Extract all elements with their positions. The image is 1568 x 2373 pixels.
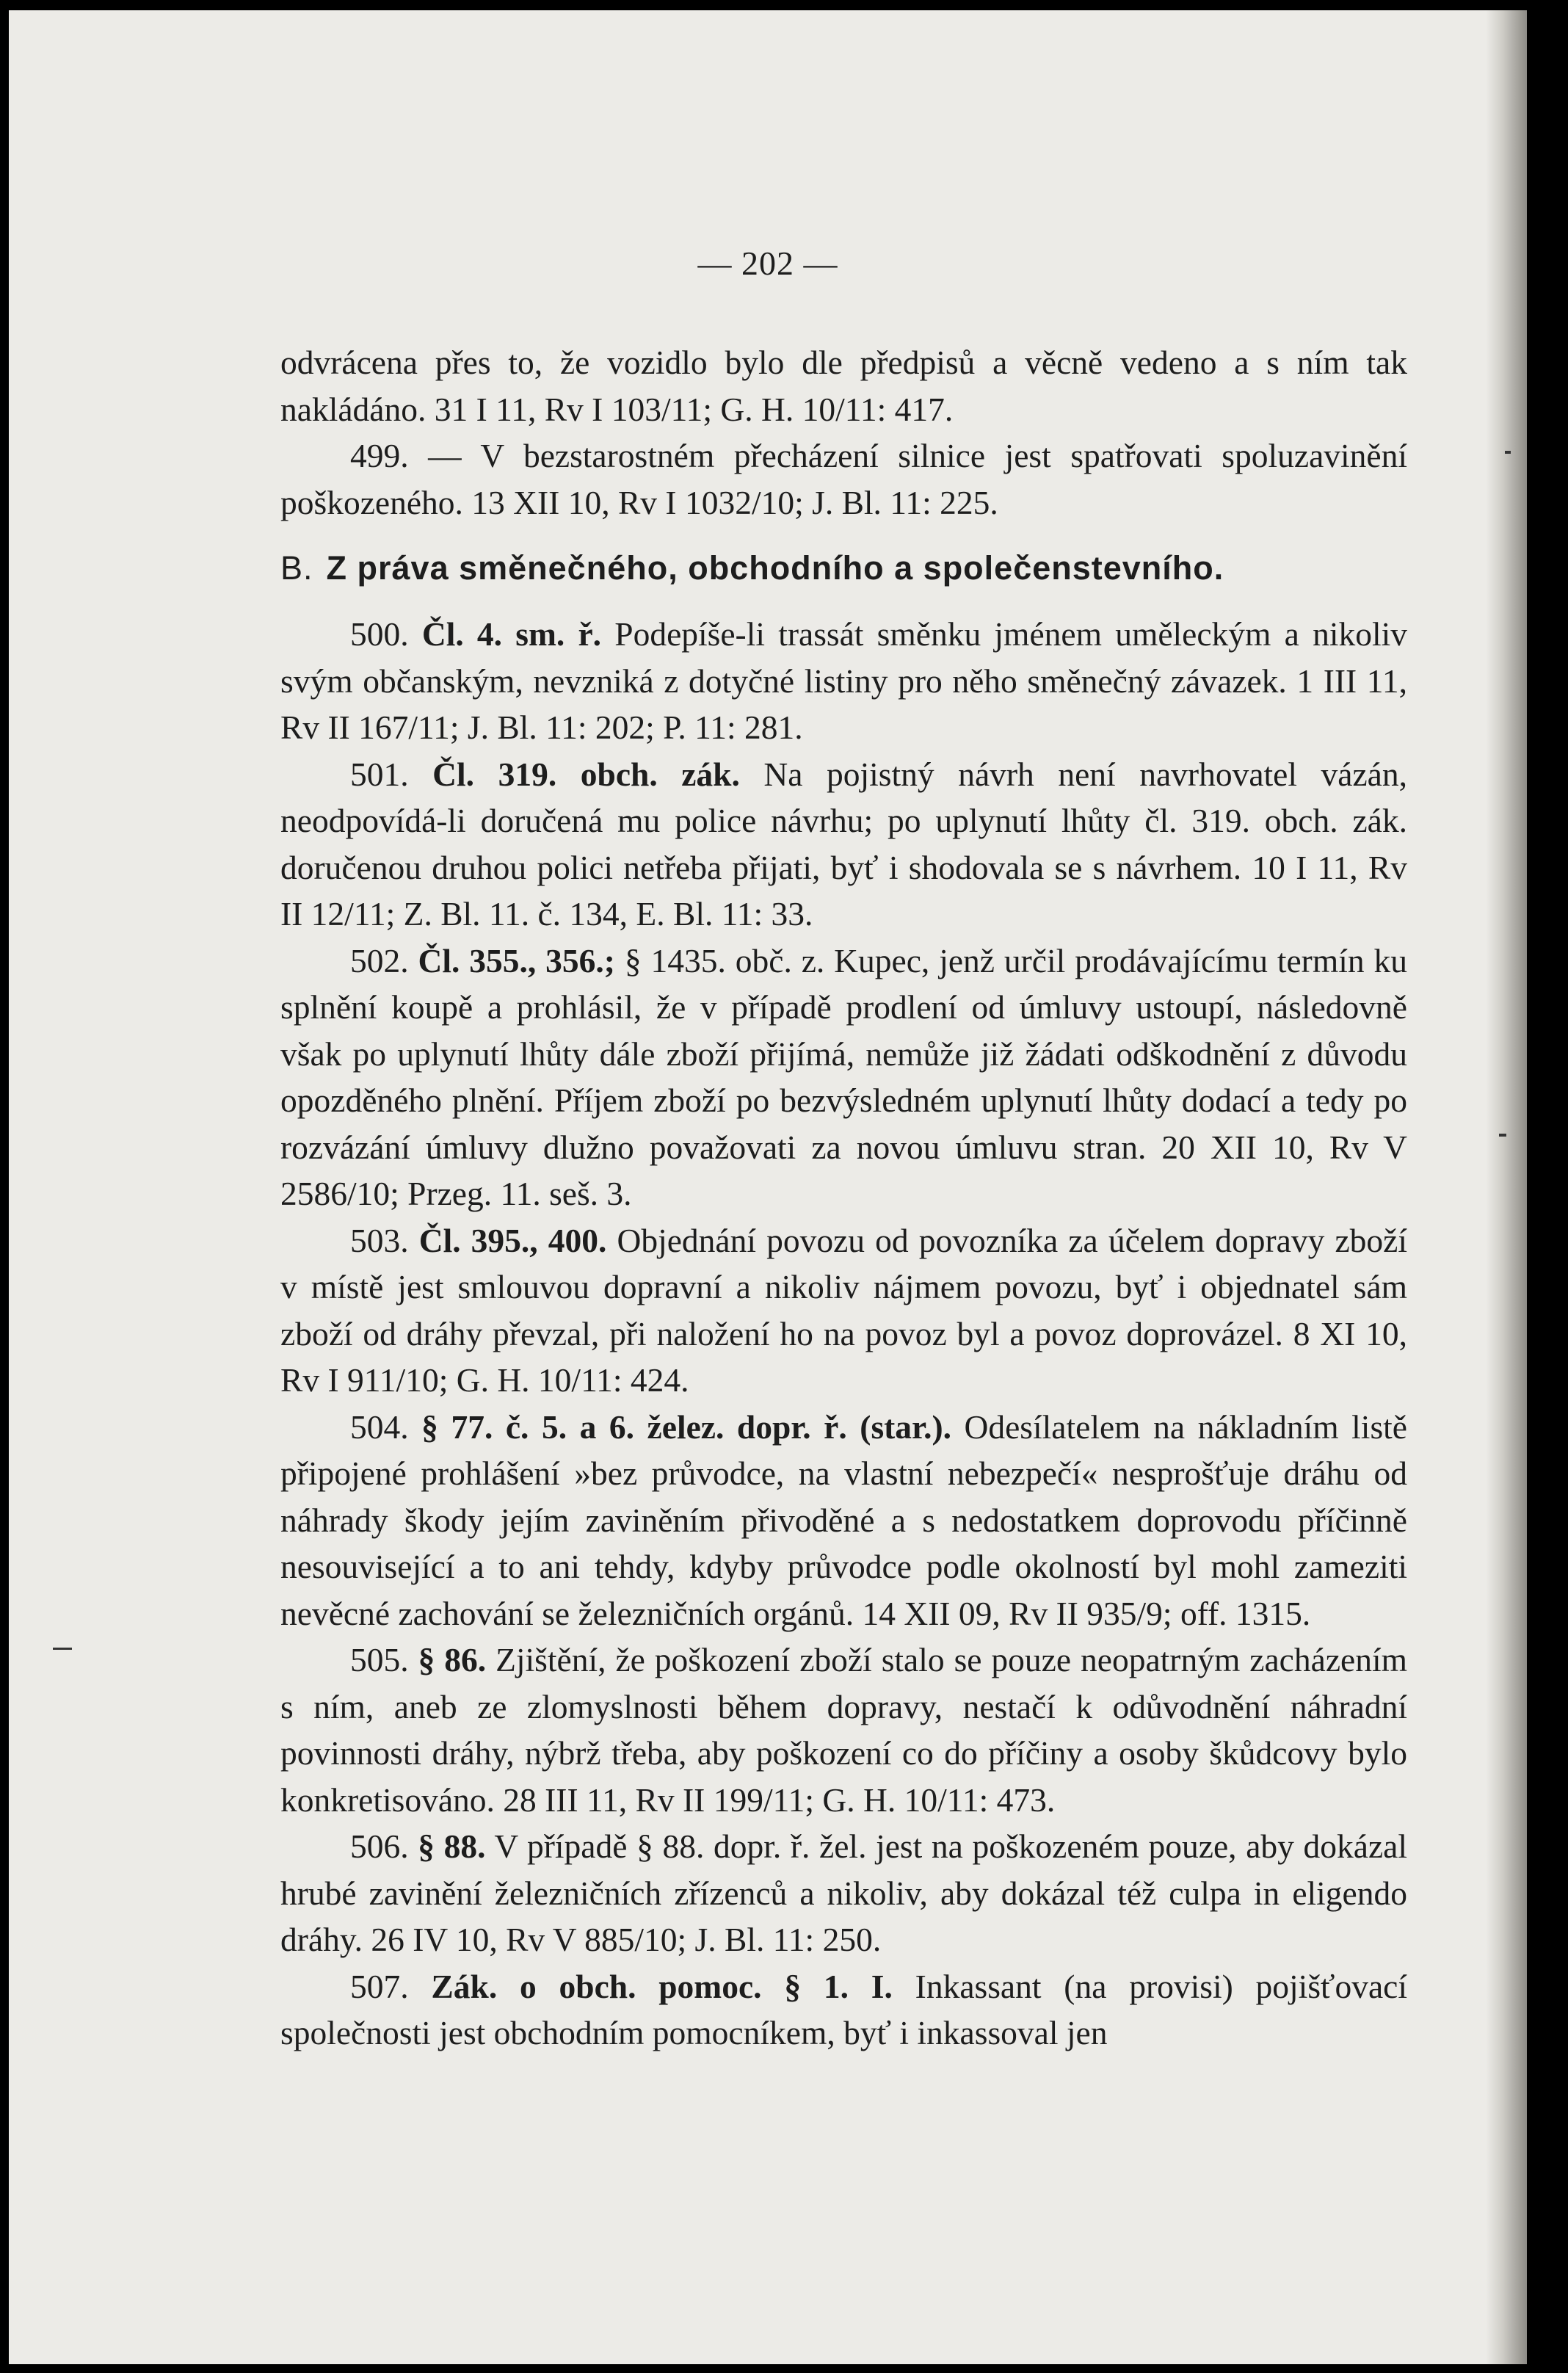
- entry-ref: § 77. č. 5. a 6. želez. dopr. ř. (star.).: [408, 1408, 951, 1446]
- entry-ref: Čl. 4. sm. ř.: [408, 615, 602, 653]
- entry-number: 505.: [350, 1641, 409, 1678]
- scanned-page: [9, 10, 1527, 2364]
- margin-mark: [1505, 451, 1511, 454]
- entry-ref: § 86.: [408, 1641, 487, 1678]
- entry-text: § 1435. obč. z. Kupec, jenž určil prodávajícímu termín ku splnění koupě a prohlásil, že v případě prodlení od úmluvy ustoupí, následovně však po uplynutí lhůty dále zboží přijímá, nemůže již žádati odškodnění z důvodu opozděného plnění. Příjem zboží po bezvýsledném uplynutí lhůty dodací a tedy po rozvázání úmluvy dlužno považovati za novou úmluvu stran. 20 XII 10, Rv V 2586/10; Przeg. 11. seš. 3.: [280, 941, 1407, 1212]
- entry-number: 502.: [350, 941, 409, 979]
- section-heading: [280, 546, 1407, 590]
- entry-504: [280, 1404, 1407, 1637]
- entry-ref: Čl. 319. obch. zák.: [408, 755, 740, 793]
- body-text: [280, 339, 1407, 2057]
- paragraph-continued: odvrácena přes to, že vozidlo bylo dle předpisů a věcně vedeno a s ním tak nakládáno. 31 I 11, Rv I 103/11; G. H. 10/11: 417.: [280, 344, 1407, 428]
- entry-502: [280, 938, 1407, 1217]
- entry-ref: Čl. 355., 356.;: [408, 941, 615, 979]
- entry-ref: Čl. 395., 400.: [408, 1221, 607, 1259]
- margin-mark: [1499, 1134, 1506, 1137]
- entry-text: Zjištění, že poškození zboží stalo se pouze neopatrným zacházením s ním, aneb ze zlomyslnosti během dopravy, nestačí k odůvodnění náhradní povinnosti dráhy, nýbrž třeba, aby poškození co do příčiny a osoby škůdcovy bylo konkretisováno. 28 III 11, Rv II 199/11; G. H. 10/11: 473.: [280, 1641, 1407, 1819]
- entry-text: Inkassant (na provisi) pojišťovací společnosti jest obchodním pomocníkem, byť i inkassoval jen: [280, 1967, 1407, 2051]
- entry-505: [280, 1637, 1407, 1823]
- entry-499: [280, 432, 1407, 526]
- section-title: Z práva směnečného, obchodního a společenstevního.: [326, 549, 1224, 587]
- entry-text: Podepíše-li trassát směnku jménem uměleckým a nikoliv svým občanským, nevzniká z dotyčné listiny pro něho směnečný závazek. 1 III 11, Rv II 167/11; J. Bl. 11: 202; P. 11: 281.: [280, 615, 1408, 746]
- entry-503: [280, 1217, 1407, 1404]
- entry-text: Na pojistný návrh není navrhovatel vázán, neodpovídá-li doručená mu police návrhu; po uplynutí lhůty čl. 319. obch. zák. doručenou druhou polici netřeba přijati, byť i shodovala se s návrhem. 10 I 11, Rv II 12/11; Z. Bl. 11. č. 134, E. Bl. 11: 33.: [280, 755, 1407, 932]
- entry-number: 501.: [350, 755, 409, 793]
- page-edge-shadow: [1486, 10, 1527, 2364]
- entry-501: [280, 751, 1407, 938]
- entry-number: 507.: [350, 1967, 409, 2005]
- page-number: — 202 —: [697, 244, 838, 282]
- entry-text: — V bezstarostném přecházení silnice jest spatřovati spoluzavinění poškozeného. 13 XII 10, Rv I 1032/10; J. Bl. 11: 225.: [280, 437, 1407, 521]
- entry-text: Odesílatelem na nákladním listě připojené prohlášení »bez průvodce, na vlastní nebezpečí« nesprošťuje dráhu od náhrady škody jejím zaviněním přivoděné a s nedostatkem doprovodu příčinně nesouvisející a to ani tehdy, kdyby průvodce podle okolností byl mohl zameziti nevěcné zachování se železničních orgánů. 14 XII 09, Rv II 935/9; off. 1315.: [280, 1408, 1407, 1632]
- margin-mark: [53, 1648, 72, 1650]
- entry-ref: § 88.: [408, 1827, 486, 1865]
- entry-number: 504.: [350, 1408, 409, 1446]
- section-letter: B.: [280, 549, 313, 587]
- entry-text: V případě § 88. dopr. ř. žel. jest na poškozeném pouze, aby dokázal hrubé zavinění železničních zřízenců a nikoliv, aby dokázal též culpa in eligendo dráhy. 26 IV 10, Rv V 885/10; J. Bl. 11: 250.: [280, 1827, 1408, 1958]
- entry-ref: Zák. o obch. pomoc. § 1. I.: [408, 1967, 893, 2005]
- entry-506: [280, 1823, 1407, 1963]
- entry-number: 506.: [350, 1827, 409, 1865]
- entry-number: 500.: [350, 615, 409, 653]
- entry-text: Objednání povozu od povozníka za účelem dopravy zboží v místě jest smlouvou dopravní a nikoliv nájmem povozu, byť i objednatel sám zboží od dráhy převzal, při naložení ho na povoz byl a povoz doprovázel. 8 XI 10, Rv I 911/10; G. H. 10/11: 424.: [280, 1221, 1407, 1399]
- entry-number: 503.: [350, 1221, 409, 1259]
- entry-500: [280, 611, 1407, 751]
- entry-507: [280, 1963, 1407, 2057]
- entry-number: 499.: [350, 437, 409, 474]
